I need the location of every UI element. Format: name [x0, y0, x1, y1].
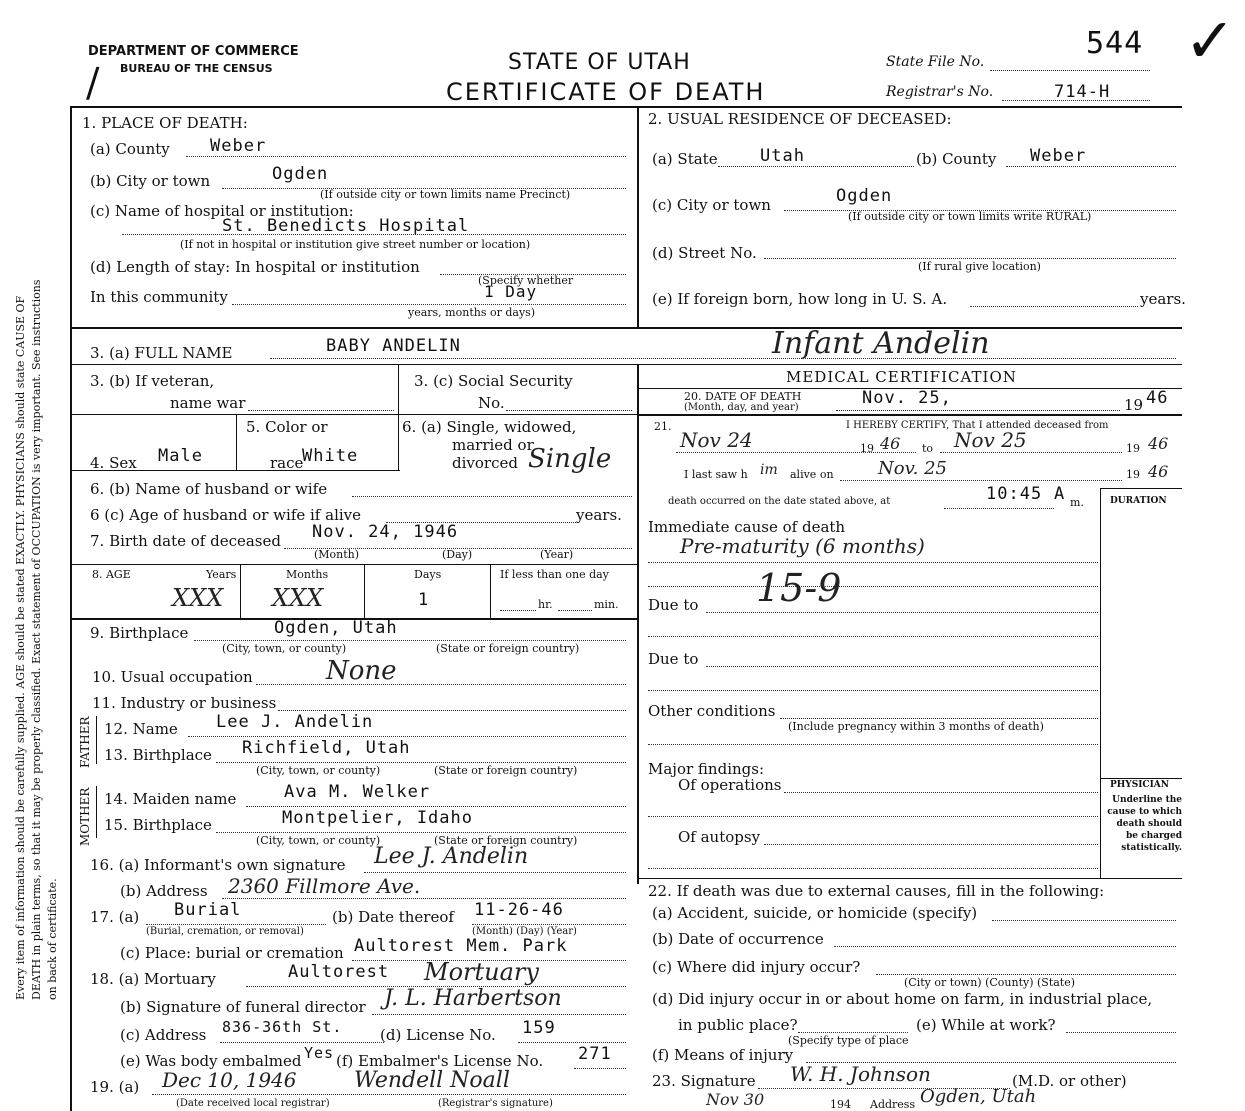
death-m: m.: [1070, 496, 1084, 509]
county-label: (a) County: [90, 140, 170, 158]
embalmer-license-label: (f) Embalmer's License No.: [336, 1052, 544, 1070]
other-conditions-note: (Include pregnancy within 3 months of death): [788, 720, 1044, 733]
attended-to: Nov 25: [954, 428, 1027, 452]
color-label: 5. Color or: [246, 418, 328, 436]
age-min-label: min.: [594, 598, 619, 611]
veteran-label: 3. (b) If veteran,: [90, 372, 215, 390]
death-am: A: [1054, 484, 1066, 504]
dod-year: 46: [1146, 388, 1169, 408]
physician-address: Ogden, Utah: [920, 1086, 1037, 1107]
full-name-handwritten: Infant Andelin: [772, 326, 990, 361]
hospital-value: St. Benedicts Hospital: [222, 216, 470, 236]
birthplace-value: Ogden, Utah: [274, 618, 398, 638]
mortuary-address-label: (c) Address: [120, 1026, 207, 1044]
age-years-value: XXX: [172, 584, 224, 612]
mother-side-label: MOTHER: [78, 787, 92, 846]
hospital-note: (If not in hospital or institution give street number or location): [180, 238, 531, 251]
external-b: (b) Date of occurrence: [652, 930, 824, 948]
maiden-value: Ava M. Welker: [284, 782, 431, 802]
dept-label: DEPARTMENT OF COMMERCE: [88, 44, 299, 59]
husband-label: 6. (b) Name of husband or wife: [90, 480, 328, 498]
birthplace-state-note: (State or foreign country): [436, 642, 580, 655]
last-saw-him: im: [760, 462, 778, 478]
external-c-note: (City or town) (County) (State): [904, 976, 1076, 989]
registrar-signature: Wendell Noall: [354, 1068, 510, 1093]
license-label: (d) License No.: [380, 1026, 496, 1044]
burial-place: Aultorest Mem. Park: [354, 936, 568, 956]
age-years-label: Years: [206, 568, 237, 581]
age-hr-label: hr.: [538, 598, 553, 611]
res-county-label: (b) County: [916, 150, 997, 168]
mother-bp-city-note: (City, town, or county): [256, 834, 381, 847]
due-to-2-label: Due to: [648, 650, 699, 668]
md-label: (M.D. or other): [1012, 1072, 1127, 1090]
birthplace-city-note: (City, town, or county): [222, 642, 347, 655]
birth-date-label: 7. Birth date of deceased: [90, 532, 281, 550]
res-state-label: (a) State: [652, 150, 718, 168]
mortuary-handwritten: Mortuary: [424, 958, 539, 986]
alive-on-label: alive on: [790, 468, 834, 481]
signature-year: 194: [830, 1098, 851, 1111]
industry-label: 11. Industry or business: [92, 694, 277, 712]
race-value: White: [302, 446, 359, 466]
age-hw-label: 6 (c) Age of husband or wife if alive: [90, 506, 362, 524]
external-f: (f) Means of injury: [652, 1046, 794, 1064]
res-city-value: Ogden: [836, 186, 893, 206]
age-months-value: XXX: [272, 584, 324, 612]
father-bp-label: 13. Birthplace: [104, 746, 212, 764]
burial-place-label: (c) Place: burial or cremation: [120, 944, 344, 962]
father-bp-city-note: (City, town, or county): [256, 764, 381, 777]
state-file-label: State File No.: [886, 54, 985, 70]
marital-value: Single: [528, 444, 612, 474]
stay-value: 1 Day: [484, 282, 538, 301]
last-saw-year: 46: [1148, 462, 1169, 481]
bureau-label: BUREAU OF THE CENSUS: [120, 62, 273, 75]
physician-signature: W. H. Johnson: [790, 1062, 931, 1086]
last-yr-prefix: 19: [1126, 468, 1140, 481]
birth-day-note: (Day): [442, 548, 473, 561]
external-d-note: (Specify type of place: [788, 1034, 909, 1047]
res-city-label: (c) City or town: [652, 196, 771, 214]
occupation-label: 10. Usual occupation: [92, 668, 253, 686]
occupation-value: None: [326, 656, 397, 686]
physician-label: PHYSICIAN: [1110, 780, 1169, 790]
sex-value: Male: [158, 446, 203, 466]
margin-instructions-1: Every item of information should be carefully supplied. AGE should be stated EXACTLY. PHYSICIANS should state CAUSE OF: [14, 295, 27, 1000]
birth-month-note: (Month): [314, 548, 360, 561]
stay-note: years, months or days): [408, 306, 536, 319]
burial-method: Burial: [174, 900, 242, 920]
registrar-number: 714-H: [1054, 82, 1111, 102]
burial-label: 17. (a): [90, 908, 140, 926]
duration-label: DURATION: [1110, 496, 1167, 506]
full-name-label: 3. (a) FULL NAME: [90, 344, 233, 362]
res-county-value: Weber: [1030, 146, 1087, 166]
signature-label: 23. Signature: [652, 1072, 756, 1090]
age-label: 8. AGE: [92, 568, 131, 581]
external-d2: in public place?: [678, 1016, 798, 1034]
due-to-1-value: 15-9: [756, 566, 842, 610]
birth-year-note: (Year): [540, 548, 574, 561]
immediate-cause-value: Pre-maturity (6 months): [680, 534, 925, 558]
city-value: Ogden: [272, 164, 329, 184]
marital-label-2: married or: [452, 436, 534, 454]
father-name-label: 12. Name: [104, 720, 178, 738]
mortuary-address: 836-36th St.: [222, 1018, 343, 1036]
informant-label: 16. (a) Informant's own signature: [90, 856, 346, 874]
to-label: to: [922, 442, 934, 455]
residence-title: 2. USUAL RESIDENCE OF DECEASED:: [648, 110, 952, 128]
res-street-label: (d) Street No.: [652, 244, 757, 262]
ss-label: 3. (c) Social Security: [414, 372, 573, 390]
res-city-note: (If outside city or town limits write RURAL): [848, 210, 1092, 223]
mother-bp-state-note: (State or foreign country): [434, 834, 578, 847]
external-e: (e) While at work?: [916, 1016, 1056, 1034]
external-label: 22. If death was due to external causes, fill in the following:: [648, 882, 1105, 900]
from-yr-prefix: 19: [860, 442, 874, 455]
specify-note: (Specify whether: [478, 274, 574, 287]
war-label: name war: [170, 394, 246, 412]
received-label: 19. (a): [90, 1078, 140, 1096]
birth-date-value: Nov. 24, 1946: [312, 522, 459, 542]
burial-date-note: (Month) (Day) (Year): [472, 926, 577, 937]
age-months-label: Months: [286, 568, 329, 581]
other-conditions-label: Other conditions: [648, 702, 776, 720]
county-value: Weber: [210, 136, 267, 156]
marital-label-1: 6. (a) Single, widowed,: [402, 418, 577, 436]
director-label: (b) Signature of funeral director: [120, 998, 366, 1016]
mortuary-value: Aultorest: [288, 962, 390, 982]
marital-label-3: divorced: [452, 454, 518, 472]
to-yr-prefix: 19: [1126, 442, 1140, 455]
informant-signature: Lee J. Andelin: [374, 844, 529, 869]
age-hw-years: years.: [576, 506, 622, 524]
dod-year-prefix: 19: [1124, 396, 1144, 414]
check-mark: ✓: [1184, 4, 1236, 77]
embalmed-value: Yes: [304, 1044, 335, 1062]
attended-to-year: 46: [1148, 434, 1169, 453]
age-days-value: 1: [418, 590, 430, 610]
state-file-number: 544: [1086, 26, 1144, 61]
ss-no-label: No.: [478, 394, 505, 412]
embalmer-license: 271: [578, 1044, 612, 1064]
major-findings-label: Major findings:: [648, 760, 765, 778]
margin-instructions-3: on back of certificate.: [46, 878, 59, 1000]
attended-from: Nov 24: [680, 428, 753, 452]
state-title: STATE OF UTAH: [508, 50, 691, 75]
external-c: (c) Where did injury occur?: [652, 958, 861, 976]
burial-date-label: (b) Date thereof: [332, 908, 454, 926]
father-bp-value: Richfield, Utah: [242, 738, 411, 758]
medical-title: MEDICAL CERTIFICATION: [786, 368, 1017, 386]
embalmed-label: (e) Was body embalmed: [120, 1052, 302, 1070]
res-state-value: Utah: [760, 146, 805, 166]
autopsy-label: Of autopsy: [678, 828, 761, 846]
race-label: race: [270, 454, 304, 472]
father-name-value: Lee J. Andelin: [216, 712, 374, 732]
informant-address-label: (b) Address: [120, 882, 208, 900]
operations-label: Of operations: [678, 776, 782, 794]
certificate-title: CERTIFICATE OF DEATH: [446, 78, 766, 106]
registrar-note: (Registrar's signature): [438, 1098, 553, 1109]
certify-num: 21.: [654, 420, 672, 433]
res-years-label: years.: [1140, 290, 1186, 308]
birthplace-label: 9. Birthplace: [90, 624, 189, 642]
sex-label: 4. Sex: [90, 454, 137, 472]
death-occurred-label: death occurred on the date stated above, at: [668, 496, 891, 507]
mother-bp-value: Montpelier, Idaho: [282, 808, 473, 828]
last-saw-label: I last saw h: [684, 468, 748, 481]
father-side-label: FATHER: [78, 716, 92, 768]
immediate-cause-label: Immediate cause of death: [648, 518, 846, 536]
margin-mark: ∕: [86, 60, 100, 106]
due-to-1-label: Due to: [648, 596, 699, 614]
community-label: In this community: [90, 288, 228, 306]
director-signature: J. L. Harbertson: [384, 986, 562, 1011]
burial-method-note: (Burial, cremation, or removal): [146, 926, 304, 937]
hospital-label: (c) Name of hospital or institution:: [90, 202, 354, 220]
last-saw-date: Nov. 25: [878, 458, 947, 479]
city-note: (If outside city or town limits name Precinct): [320, 188, 571, 201]
received-date: Dec 10, 1946: [162, 1068, 297, 1092]
burial-date: 11-26-46: [474, 900, 564, 920]
dod-label: 20. DATE OF DEATH: [684, 390, 802, 403]
place-of-death-title: 1. PLACE OF DEATH:: [82, 114, 248, 132]
informant-address-value: 2360 Fillmore Ave.: [228, 874, 421, 898]
dod-value: Nov. 25,: [862, 388, 952, 408]
full-name-typed: BABY ANDELIN: [326, 336, 461, 356]
res-foreign-label: (e) If foreign born, how long in U. S. A.: [652, 290, 948, 308]
res-street-note: (If rural give location): [918, 260, 1041, 273]
death-time: 10:45: [986, 484, 1043, 504]
age-less-label: If less than one day: [500, 568, 609, 581]
stay-label: (d) Length of stay: In hospital or institution: [90, 258, 420, 276]
certify-text: I HEREBY CERTIFY, That I attended deceased from: [846, 420, 1109, 431]
mother-bp-label: 15. Birthplace: [104, 816, 212, 834]
age-days-label: Days: [414, 568, 442, 581]
dod-note: (Month, day, and year): [684, 402, 799, 413]
physician-note: Underline the cause to which death should be charged statistically.: [1107, 795, 1182, 853]
signature-date: Nov 30: [706, 1090, 765, 1109]
external-d: (d) Did injury occur in or about home on farm, in industrial place,: [652, 990, 1153, 1008]
city-label: (b) City or town: [90, 172, 211, 190]
external-a: (a) Accident, suicide, or homicide (specify): [652, 904, 978, 922]
license-value: 159: [522, 1018, 556, 1038]
registrar-label: Registrar's No.: [886, 84, 994, 100]
address-label: Address: [870, 1098, 916, 1111]
mortuary-label: 18. (a) Mortuary: [90, 970, 216, 988]
margin-instructions-2: DEATH in plain terms, so that it may be properly classified. Exact statement of OCCUPATION is very important. See instructions: [30, 279, 43, 1000]
attended-from-year: 46: [880, 434, 901, 453]
received-note: (Date received local registrar): [176, 1098, 330, 1109]
father-bp-state-note: (State or foreign country): [434, 764, 578, 777]
maiden-label: 14. Maiden name: [104, 790, 237, 808]
